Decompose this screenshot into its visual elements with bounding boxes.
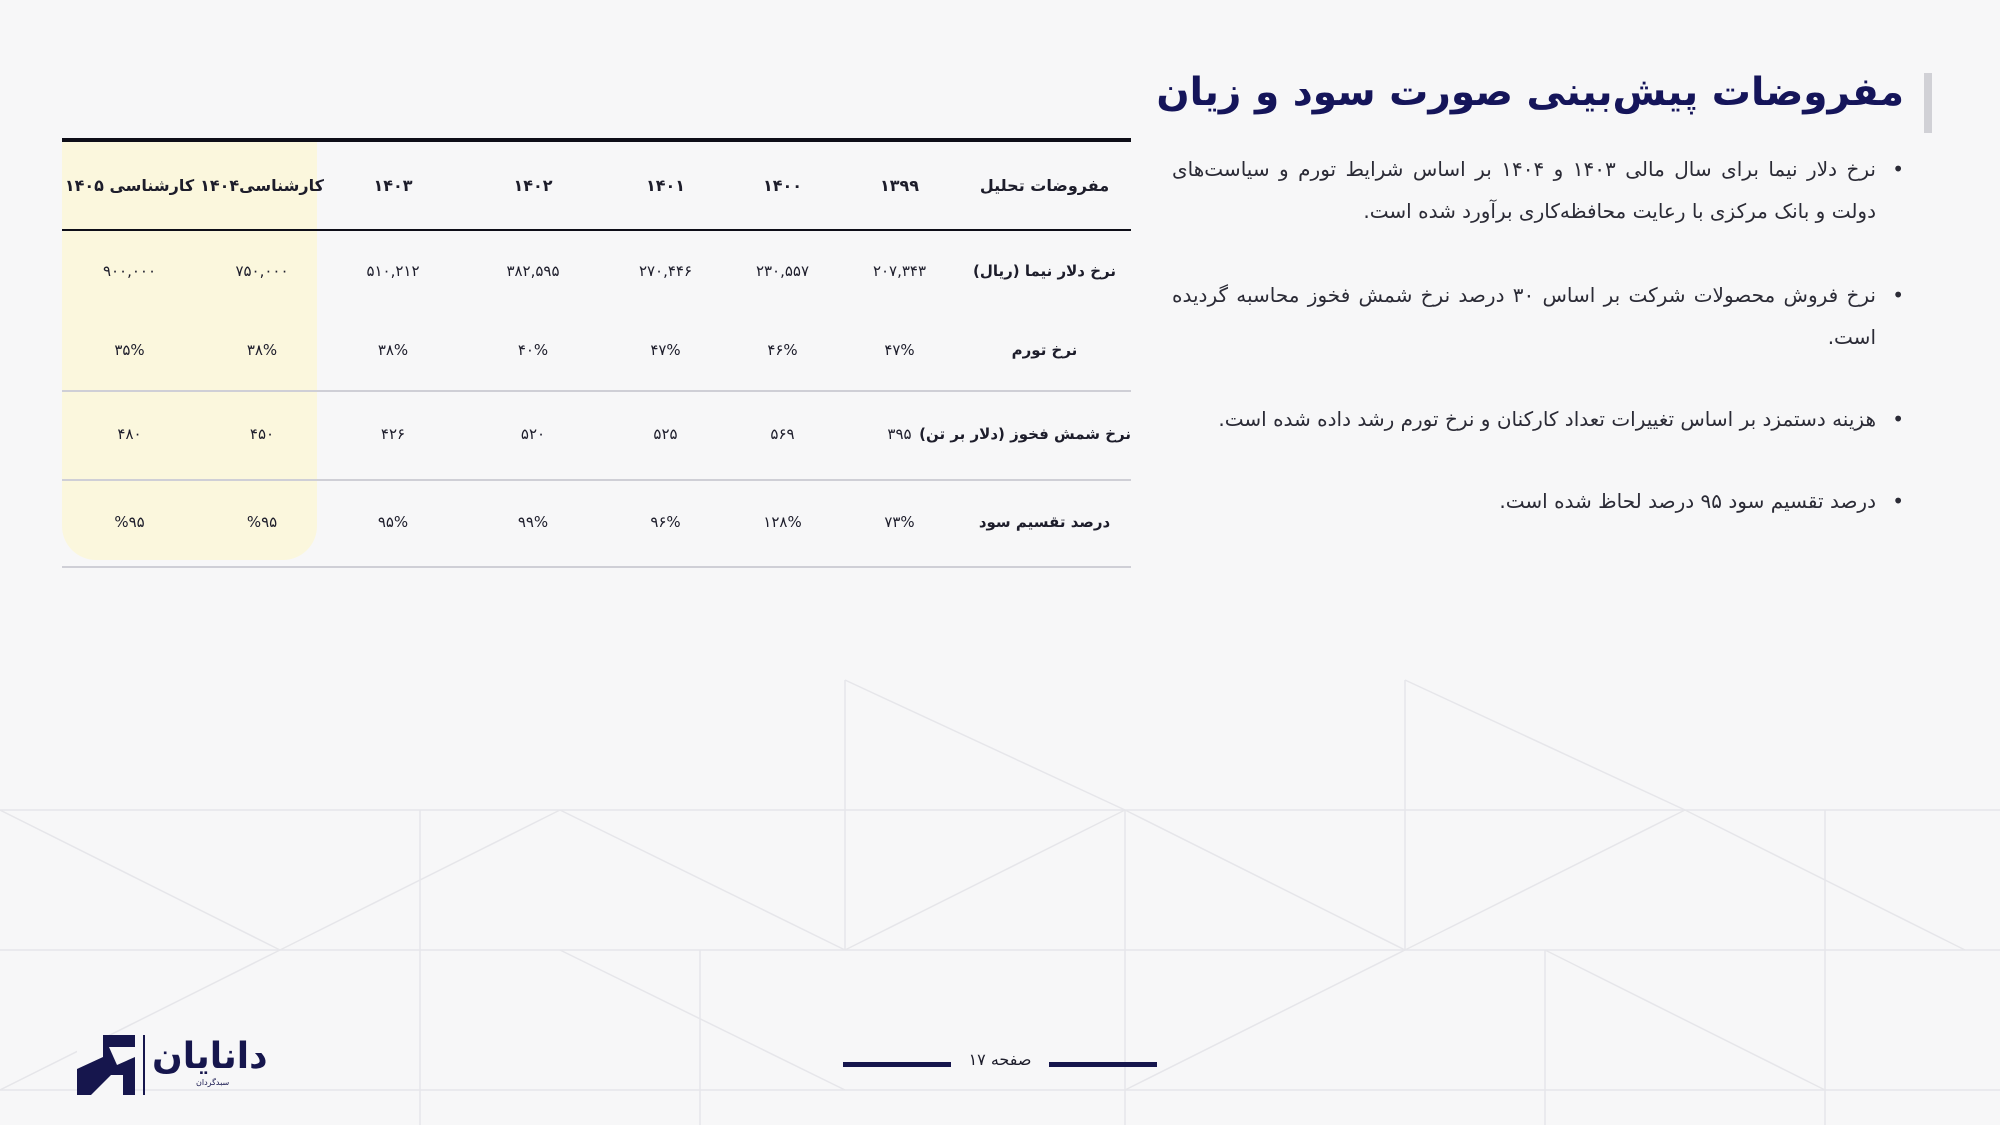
table-cell: ۹۹% [517, 512, 549, 531]
title-accent-bar [1924, 73, 1932, 133]
column-header: ۱۴۰۱ [607, 142, 724, 230]
table-cell: ۵۲۵ [653, 424, 678, 443]
table-cell: ۹۶% [650, 512, 681, 531]
row-label: نرخ تورم [1011, 340, 1078, 359]
table-cell: ۵۲۰ [520, 424, 546, 443]
column-header: مفروضات تحلیل [958, 142, 1131, 230]
bullet-item: • درصد تقسیم سود ۹۵ درصد لحاظ شده است. [1172, 480, 1904, 522]
table-cell: ۴۶% [767, 340, 798, 359]
column-header: ۱۴۰۰ [724, 142, 841, 230]
table-cell: ۳۹۵ [887, 424, 912, 443]
danayan-logo-icon [77, 1035, 135, 1095]
footer-rule-right [1049, 1062, 1157, 1067]
table-cell: ۲۷۰,۴۴۶ [638, 261, 693, 280]
row-label: درصد تقسیم سود [978, 512, 1111, 531]
logo-divider [143, 1035, 145, 1095]
table-cell: ۷۵۰,۰۰۰ [235, 261, 289, 280]
column-header: کارشناسی ۱۴۰۵ [62, 142, 197, 230]
table-cell: ۵۶۹ [770, 424, 795, 443]
bullet-item: • هزینه دستمزد بر اساس تغییرات تعداد کارکنان و نرخ تورم رشد داده شده است. [1172, 398, 1904, 440]
column-header: کارشناسی۱۴۰۴ [197, 142, 327, 230]
row-label: نرخ دلار نیما (ریال) [972, 261, 1116, 280]
brand-subtitle: سبدگردان [196, 1078, 230, 1087]
table-cell: ۷۳% [884, 512, 915, 531]
table-row [62, 478, 1131, 565]
assumptions-table-container [62, 138, 1131, 570]
table-cell: ۴۰% [517, 340, 549, 359]
table-cell: ۳۸% [377, 340, 409, 359]
table-cell: ۹۰۰,۰۰۰ [102, 261, 157, 280]
column-header: ۱۴۰۲ [459, 142, 607, 230]
table-cell: ۴۵۰ [249, 424, 275, 443]
table-header-row [62, 142, 1131, 230]
page-number: صفحه ۱۷ [968, 1050, 1032, 1069]
table-cell: ۵۱۰,۲۱۲ [366, 261, 420, 280]
table-cell: ۴۷% [650, 340, 681, 359]
column-header: ۱۳۹۹ [841, 142, 958, 230]
table-row [62, 310, 1131, 389]
table-cell: ۴۸۰ [117, 424, 142, 443]
table-row [62, 230, 1131, 310]
table-cell: ۲۳۰,۵۵۷ [755, 261, 810, 280]
table-cell: ۳۵% [114, 340, 145, 359]
table-cell: %۹۵ [114, 512, 145, 531]
bullet-item: • نرخ دلار نیما برای سال مالی ۱۴۰۳ و ۱۴۰۴ بر اساس شرایط تورم و سیاست‌های دولت و بانک مرکزی با رعایت محافظه‌کاری برآورد شده است. [1172, 148, 1904, 232]
table-cell: ۳۸۲,۵۹۵ [506, 261, 560, 280]
assumptions-table [62, 142, 1131, 565]
page-title: مفروضات پیش‌بینی صورت سود و زیان [1156, 70, 1904, 115]
table-cell: ۴۷% [884, 340, 915, 359]
table-cell: %۹۵ [246, 512, 278, 531]
column-header: ۱۴۰۳ [327, 142, 459, 230]
table-cell: ۴۲۶ [380, 424, 406, 443]
brand-name: دانایان [152, 1036, 268, 1077]
footer-rule-left [843, 1062, 951, 1067]
row-label: نرخ شمش فخوز (دلار بر تن) [919, 424, 1131, 443]
table-row [62, 389, 1131, 478]
bullet-item: • نرخ فروش محصولات شرکت بر اساس ۳۰ درصد نرخ شمش فخوز محاسبه گردیده است. [1172, 274, 1904, 358]
assumptions-bullet-list [1172, 148, 1904, 522]
table-cell: ۹۵% [377, 512, 409, 531]
table-cell: ۱۲۸% [763, 512, 802, 531]
table-cell: ۲۰۷,۳۴۳ [872, 261, 927, 280]
table-bottom-rule [62, 566, 1131, 568]
table-cell: ۳۸% [246, 340, 278, 359]
